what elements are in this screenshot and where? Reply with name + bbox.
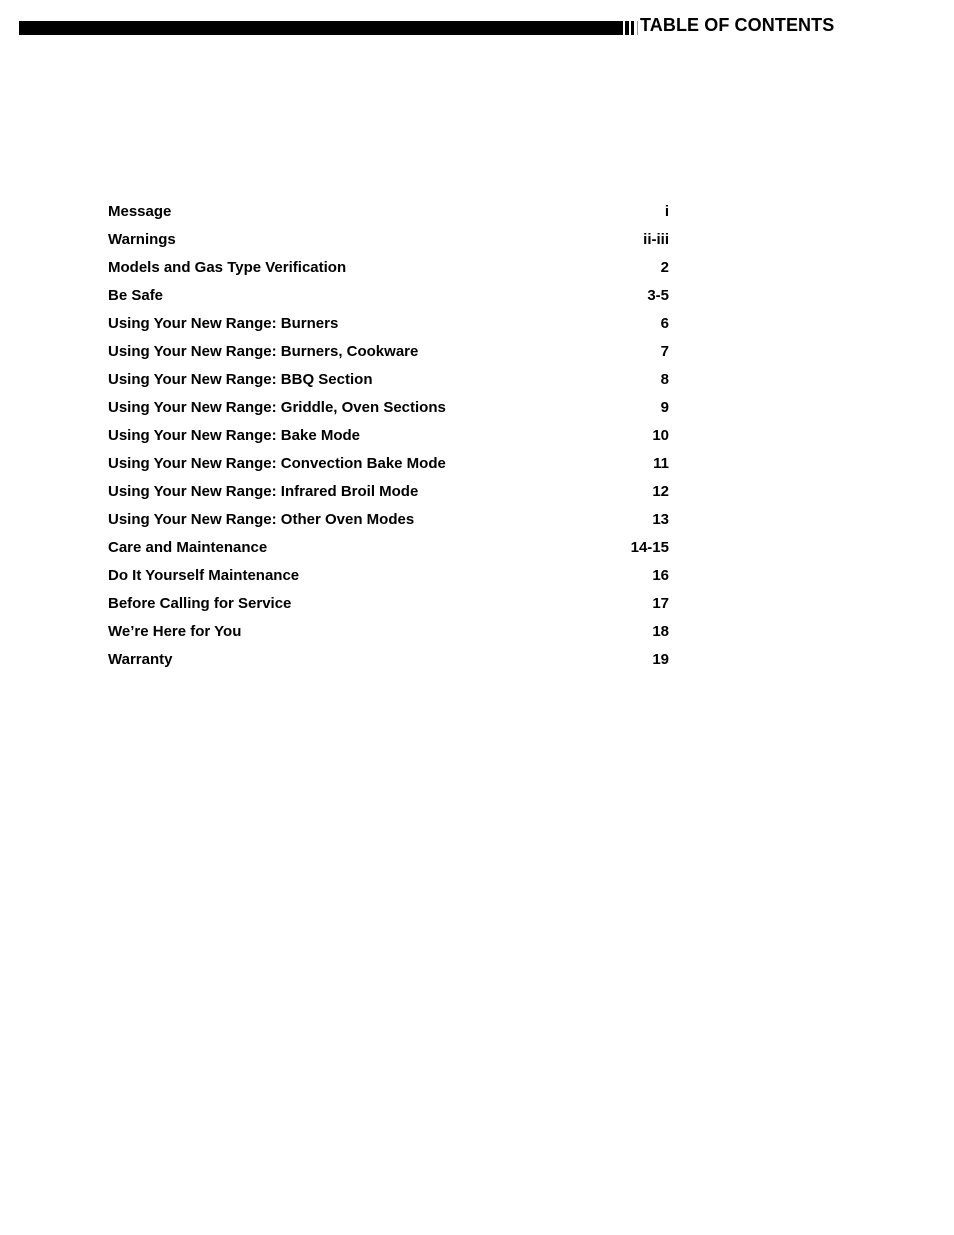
toc-entry[interactable]	[108, 396, 669, 424]
header-tick	[631, 21, 634, 35]
toc-entry-title: Using Your New Range: Bake Mode	[108, 427, 360, 444]
toc-entry[interactable]	[108, 368, 669, 396]
toc-entry[interactable]	[108, 228, 669, 256]
header-rule-ticks	[623, 21, 638, 35]
toc-entry-page: ii-iii	[643, 231, 669, 248]
toc-entry[interactable]	[108, 284, 669, 312]
toc-entry-page: 14-15	[630, 539, 669, 556]
toc-entry[interactable]	[108, 256, 669, 284]
table-of-contents	[108, 200, 669, 676]
toc-entry-page: i	[664, 203, 669, 220]
toc-entry-title: Using Your New Range: Griddle, Oven Sections	[108, 399, 446, 416]
toc-entry[interactable]	[108, 200, 669, 228]
toc-entry-title: Using Your New Range: BBQ Section	[108, 371, 373, 388]
toc-entry[interactable]	[108, 424, 669, 452]
toc-entry-title: Message	[108, 203, 172, 220]
toc-entry[interactable]	[108, 508, 669, 536]
toc-entry-page: 17	[652, 595, 669, 612]
toc-entry-page: 11	[653, 455, 669, 472]
toc-entry-page: 16	[652, 567, 669, 584]
toc-entry[interactable]	[108, 536, 669, 564]
toc-entry-title: Be Safe	[108, 287, 164, 304]
toc-entry[interactable]	[108, 480, 669, 508]
toc-entry-page: 19	[652, 651, 669, 668]
toc-entry[interactable]	[108, 312, 669, 340]
toc-entry[interactable]	[108, 648, 669, 676]
toc-entry-page: 18	[652, 623, 669, 640]
toc-entry-title: Warnings	[108, 231, 176, 248]
header-tick	[625, 21, 629, 35]
toc-entry[interactable]	[108, 564, 669, 592]
toc-entry-title: Using Your New Range: Burners, Cookware	[108, 343, 419, 360]
toc-entry-title: Using Your New Range: Other Oven Modes	[108, 511, 415, 528]
toc-entry-title: We’re Here for You	[108, 623, 242, 640]
toc-entry-title: Care and Maintenance	[108, 539, 268, 556]
toc-entry-page: 2	[660, 259, 669, 276]
toc-entry-title: Before Calling for Service	[108, 595, 292, 612]
toc-entry-page: 7	[660, 343, 669, 360]
toc-entry-title: Using Your New Range: Infrared Broil Mode	[108, 483, 419, 500]
toc-entry-page: 3-5	[647, 287, 669, 304]
toc-entry-title: Using Your New Range: Convection Bake Mode	[108, 455, 446, 472]
toc-entry-title: Using Your New Range: Burners	[108, 315, 339, 332]
toc-entry[interactable]	[108, 340, 669, 368]
toc-entry-page: 6	[660, 315, 669, 332]
toc-entry-page: 13	[652, 511, 669, 528]
toc-entry[interactable]	[108, 620, 669, 648]
toc-entry-page: 8	[660, 371, 669, 388]
header-tick	[637, 21, 638, 35]
toc-entry-title: Do It Yourself Maintenance	[108, 567, 300, 584]
toc-entry-page: 12	[652, 483, 669, 500]
toc-entry-title: Warranty	[108, 651, 173, 668]
toc-entry[interactable]	[108, 592, 669, 620]
toc-entry-title: Models and Gas Type Verification	[108, 259, 347, 276]
page-title: TABLE OF CONTENTS	[640, 15, 835, 35]
toc-entry-page: 9	[660, 399, 669, 416]
header-rule	[19, 21, 623, 35]
toc-entry-page: 10	[652, 427, 669, 444]
toc-entry[interactable]	[108, 452, 669, 480]
